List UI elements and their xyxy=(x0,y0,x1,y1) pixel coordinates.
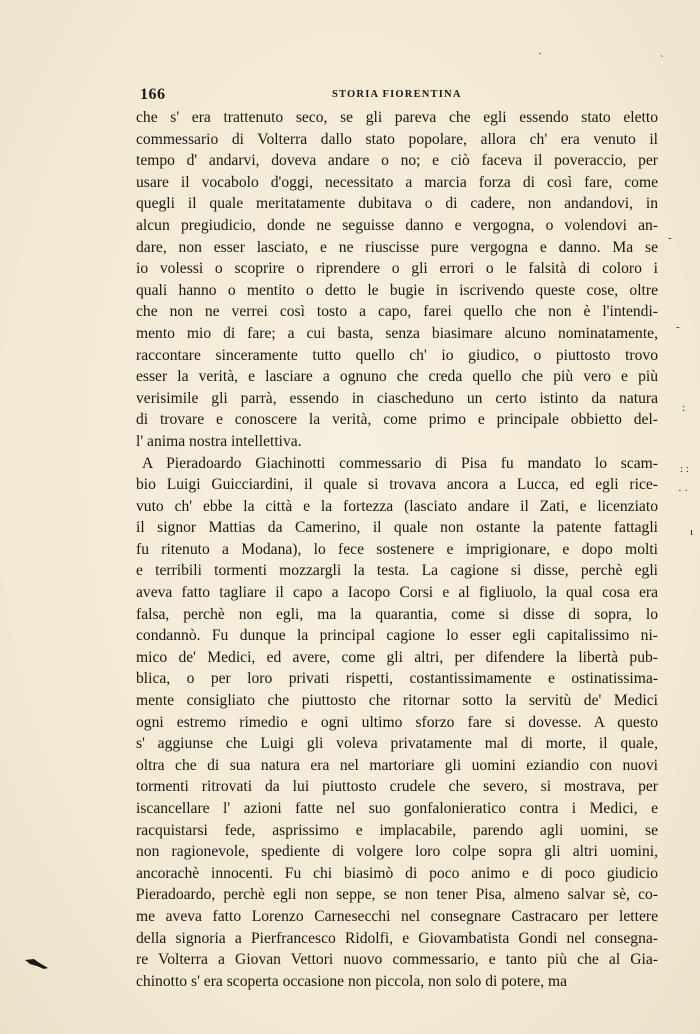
ink-blot-icon xyxy=(24,956,50,972)
text-line: s' aggiunse che Luigi gli voleva privatamente mal di morte, il quale, xyxy=(136,735,658,753)
text-line: usare il vocabolo d'oggi, necessitato a marcia forza di così fare, come xyxy=(136,173,658,191)
text-line: verisimile gli parrà, essendo in ciascheduno un certo istinto da natura xyxy=(136,389,658,407)
margin-dot-mark: ı xyxy=(690,526,694,538)
speck-mark: · xyxy=(538,48,542,60)
text-line: mico de' Medici, ed avere, come gli altri, per difendere la libertà pub- xyxy=(136,648,658,666)
text-line: di trovare e conoscere la verità, come primo e principale obbietto del- xyxy=(136,411,658,429)
text-line: quali hanno o mentito o detto le bugie in iscrivendo queste cose, oltre xyxy=(136,281,658,299)
text-line: io volessi o scoprire o riprendere o gli errori o le falsità di coloro i xyxy=(136,260,658,278)
margin-dash-mark: - xyxy=(668,232,672,244)
text-line: me aveva fatto Lorenzo Carnesecchi nel consegnare Castracaro per lettere xyxy=(136,907,658,925)
page-header xyxy=(136,86,656,106)
text-line: condannò. Fu dunque la principal cagione lo esser egli capitalissimo ni- xyxy=(136,627,658,645)
text-line: commessario di Volterra dallo stato popolare, allora ch' era venuto il xyxy=(136,130,658,148)
text-line: e terribili tormenti mozzargli la testa. La cagione si disse, perchè egli xyxy=(136,562,658,580)
text-line: falsa, perchè non egli, ma la quarantia, come si disse di sopra, lo xyxy=(136,605,658,623)
text-line: che s' era trattenuto seco, se gli pareva che egli essendo stato eletto xyxy=(136,109,658,126)
text-line: re Volterra a Giovan Vettori nuovo commessario, e tanto più che al Gia- xyxy=(136,951,658,969)
margin-dash-mark: - xyxy=(676,321,680,333)
text-line: raccontare sinceramente tutto quello ch' io giudico, o piuttosto trovo xyxy=(136,346,658,364)
text-line: esser la verità, e lasciare a ognuno che creda quello che più vero e più xyxy=(136,368,658,386)
text-line: fu ritenuto a Modana), lo fece sostenere e imprigionare, e dopo molti xyxy=(136,540,658,558)
text-line: racquistarsi fede, asprissimo e implacabile, parendo agli uomini, se xyxy=(136,821,658,839)
text-line: dare, non esser lasciato, e ne riuscisse pure vergogna e danno. Ma se xyxy=(136,238,658,256)
text-line: il signor Mattias da Camerino, il quale non ostante la patente fattagli xyxy=(136,519,658,537)
text-line: quegli il quale meritatamente dubitava o di cadere, non andandovi, in xyxy=(136,195,658,213)
text-line: ancorachè innocenti. Fu chi biasimò di poco animo e di poco giudicio xyxy=(136,864,658,882)
body-text xyxy=(136,107,658,992)
text-line: oltra che di sua natura era nel martoriare gli uomini eziandio con nuovi xyxy=(136,756,658,774)
text-line: tormenti ritrovati da lui piuttosto crudele che severo, si mostrava, per xyxy=(136,778,658,796)
speck-mark: ˋ xyxy=(660,54,664,66)
text-line: non ragionevole, spediente di volgere loro colpe sopra gli altri uomini, xyxy=(136,843,658,861)
text-line: ogni estremo rimedio e ogni ultimo sforzo fare si dovesse. A questo xyxy=(136,713,658,731)
page-number: 166 xyxy=(140,86,166,103)
margin-dot-mark: : : xyxy=(680,463,689,475)
text-line: che non ne verrei così tosto a capo, farei quello che non è l'intendi- xyxy=(136,303,658,321)
text-line: vuto ch' ebbe la città e la fortezza (lasciato andare il Zati, e licenziato xyxy=(136,497,658,515)
text-line: aveva fatto tagliare il capo a Iacopo Corsi e al figliuolo, la qual cosa era xyxy=(136,584,658,602)
text-line: l' anima nostra intellettiva. xyxy=(136,432,302,450)
text-line: A Pieradoardo Giachinotti commessario di Pisa fu mandato lo scam- xyxy=(142,454,658,472)
text-line: mente consigliato che piuttosto che ritornar sotto la servitù de' Medici xyxy=(136,692,658,710)
text-line: mento mio di fare; a cui basta, senza biasimare alcuno nominatamente, xyxy=(136,324,658,342)
text-line: tempo d' andarvi, doveva andare o no; e ciò faceva il poveraccio, per xyxy=(136,152,658,170)
text-line: Pieradoardo, perchè egli non seppe, se non tener Pisa, almeno salvar sè, co- xyxy=(136,886,658,904)
running-title: STORIA FIORENTINA xyxy=(332,89,462,100)
text-line: della signoria a Pierfrancesco Ridolfi, e Giovambatista Gondi nel consegna- xyxy=(136,929,658,947)
text-line: chinotto s' era scoperta occasione non piccola, non solo di potere, ma xyxy=(136,972,568,990)
text-line: bio Luigi Guicciardini, il quale si trovava ancora a Lucca, ed egli rice- xyxy=(136,476,658,494)
text-line: blica, o per loro privati rispetti, costantissimamente e ostinatissima- xyxy=(136,670,658,688)
margin-dot-mark: · · xyxy=(678,485,689,497)
text-line: alcun pregiudicio, donde ne seguisse danno e vergogna, o volendovi an- xyxy=(136,216,658,234)
text-line: iscancellare l' azioni fatte nel suo gonfalonieratico contra i Medici, e xyxy=(136,800,658,817)
margin-dot-mark: : xyxy=(682,402,686,414)
